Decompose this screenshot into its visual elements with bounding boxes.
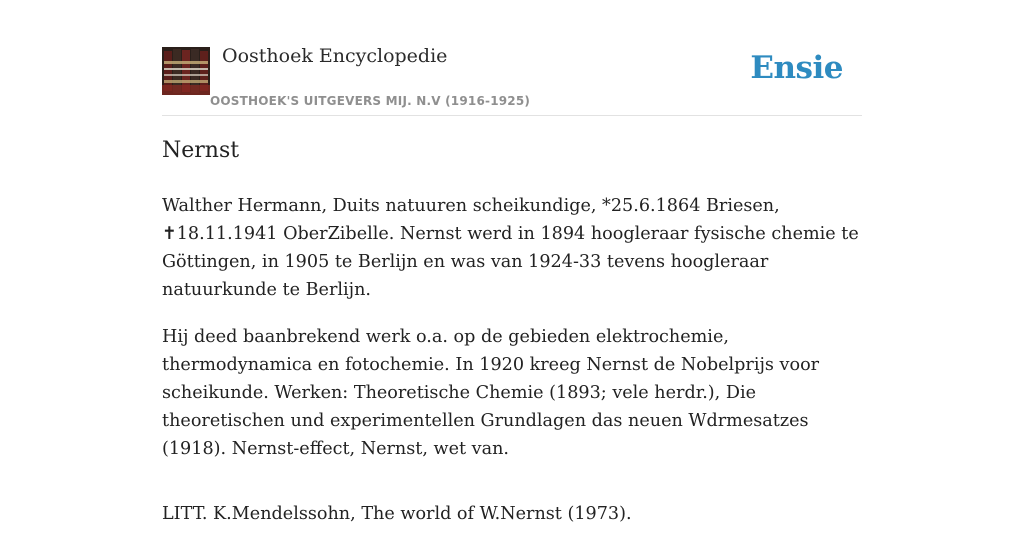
article-paragraph: Hij deed baanbrekend werk o.a. op de gebieden elektrochemie, thermodynamica en fotochemie. In 1920 kreeg Nernst de Nobelprijs voor scheikunde. Werken: Theoretische Chemie (1893; vele herdr.), Die theoretischen und experimentellen Grundlagen das neuen Wdrmesatzes (1918). Nernst-effect, Nernst, wet van. bbox=[162, 327, 820, 459]
literature-reference: LITT. K.Mendelssohn, The world of W.Nernst (1973). bbox=[162, 504, 632, 524]
source-name[interactable]: Oosthoek Encyclopedie bbox=[222, 45, 448, 67]
encyclopedia-books-icon[interactable] bbox=[162, 47, 210, 95]
article-paragraph: Walther Hermann, Duits natuuren scheikundige, *25.6.1864 Briesen, ✝18.11.1941 OberZibelle. Nernst werd in 1894 hoogleraar fysische chemie te Göttingen, in 1905 te Berlijn en was van 1924-33 tevens hoogleraar natuurkunde te Berlijn. bbox=[162, 196, 859, 300]
article-header bbox=[162, 0, 862, 116]
article-page bbox=[162, 0, 862, 524]
ensie-logo[interactable]: Ensie bbox=[750, 50, 843, 86]
page-title: Nernst bbox=[162, 138, 240, 163]
article-body bbox=[162, 192, 862, 547]
header-divider bbox=[162, 115, 862, 116]
source-publisher: OOSTHOEK'S UITGEVERS MIJ. N.V (1916-1925) bbox=[210, 94, 531, 108]
